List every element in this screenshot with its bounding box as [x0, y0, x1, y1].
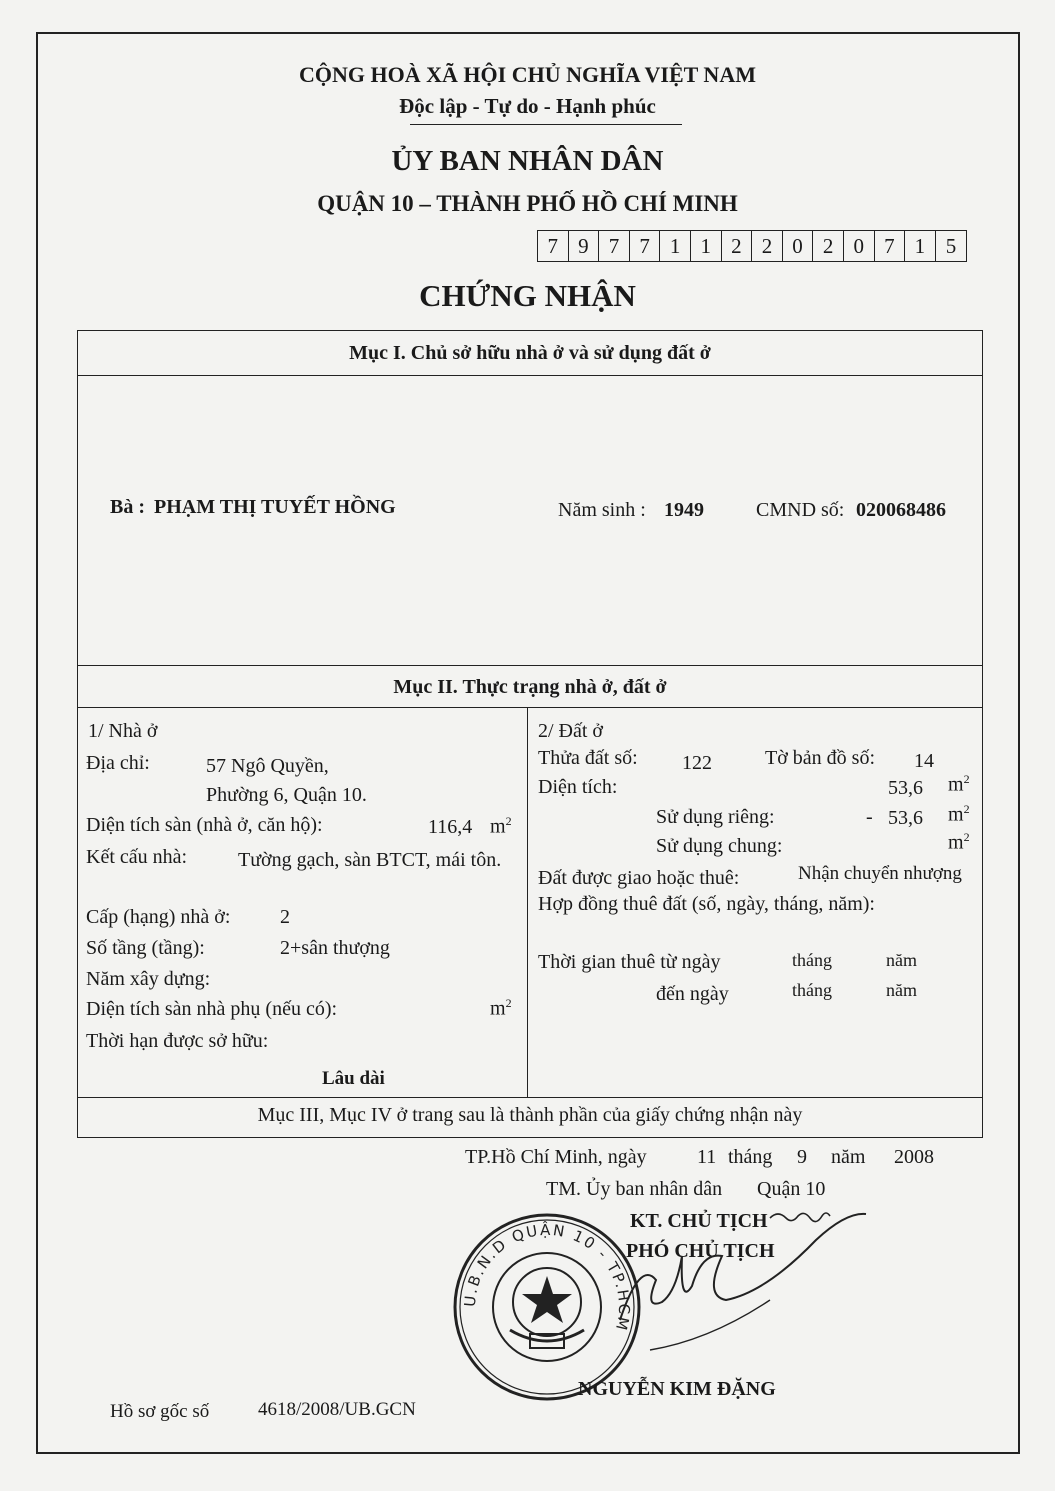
position-title: PHÓ CHỦ TỊCH — [626, 1240, 775, 1262]
section2-title: Mục II. Thực trạng nhà ở, đất ở — [393, 676, 667, 698]
serial-digit: 1 — [905, 231, 936, 261]
year-built-label: Năm xây dựng: — [86, 968, 211, 990]
certificate-title: CHỨNG NHẬN — [419, 278, 636, 313]
lease-to-month-label: tháng — [792, 980, 832, 1000]
signing-month-label: tháng — [728, 1146, 773, 1168]
serial-digit: 0 — [844, 231, 875, 261]
allocation-label: Đất được giao hoặc thuê: — [538, 867, 740, 889]
lease-from-label: Thời gian thuê từ ngày — [538, 951, 721, 973]
floor-area-value: 116,4 — [428, 816, 473, 838]
signing-place: TP.Hồ Chí Minh, ngày — [465, 1146, 647, 1168]
authority-title: ỦY BAN NHÂN DÂN — [391, 145, 664, 177]
signing-year: 2008 — [894, 1146, 934, 1168]
serial-digit: 1 — [660, 231, 691, 261]
divider — [78, 1097, 982, 1098]
signing-month: 9 — [797, 1146, 807, 1168]
grade-value: 2 — [280, 906, 290, 928]
serial-digit: 7 — [630, 231, 661, 261]
serial-number — [537, 230, 967, 262]
floor-area-label: Diện tích sàn (nhà ở, căn hộ): — [86, 814, 323, 836]
file-number: 4618/2008/UB.GCN — [258, 1399, 416, 1420]
serial-digit: 1 — [691, 231, 722, 261]
district-title: QUẬN 10 – THÀNH PHỐ HỒ CHÍ MINH — [317, 191, 738, 216]
map-sheet-label: Tờ bản đồ số: — [765, 747, 876, 769]
common-use-label: Sử dụng chung: — [656, 835, 783, 857]
serial-digit: 2 — [813, 231, 844, 261]
land-heading: 2/ Đất ở — [538, 720, 604, 742]
divider — [78, 375, 982, 376]
lease-to-year-label: năm — [886, 980, 917, 1000]
house-heading: 1/ Nhà ở — [88, 720, 158, 742]
lease-from-year-label: năm — [886, 950, 917, 970]
private-use-dash: - — [866, 806, 873, 828]
serial-digit: 7 — [599, 231, 630, 261]
structure-label: Kết cấu nhà: — [86, 846, 188, 868]
ownership-term-value: Lâu dài — [322, 1068, 385, 1089]
national-motto: Độc lập - Tự do - Hạnh phúc — [399, 94, 656, 118]
owner-name: PHẠM THỊ TUYẾT HỒNG — [154, 496, 396, 518]
serial-digit: 2 — [722, 231, 753, 261]
floors-label: Số tầng (tầng): — [86, 937, 205, 959]
divider — [78, 707, 982, 708]
lease-from-month-label: tháng — [792, 950, 832, 970]
aux-area-unit: $m^2$ — [490, 996, 512, 1020]
lease-contract-label: Hợp đồng thuê đất (số, ngày, tháng, năm): — [538, 893, 875, 915]
section1-title: Mục I. Chủ sở hữu nhà ở và sử dụng đất ở — [349, 342, 711, 364]
area-unit: $m^2$ — [948, 772, 970, 796]
address-label: Địa chỉ: — [86, 752, 150, 774]
common-use-unit: $m^2$ — [948, 830, 970, 854]
private-use-value: 53,6 — [888, 807, 923, 829]
area-value: 53,6 — [888, 777, 923, 799]
id-number: 020068486 — [856, 499, 946, 521]
serial-digit: 7 — [538, 231, 569, 261]
floors-value: 2+sân thượng — [280, 937, 390, 959]
ownership-term-label: Thời hạn được sở hữu: — [86, 1030, 269, 1052]
area-label: Diện tích: — [538, 776, 618, 798]
serial-digit: 0 — [783, 231, 814, 261]
signature-image — [610, 1200, 880, 1360]
country-name: CỘNG HOÀ XÃ HỘI CHỦ NGHĨA VIỆT NAM — [299, 62, 756, 87]
signing-day: 11 — [697, 1146, 717, 1168]
parcel-label: Thửa đất số: — [538, 747, 638, 769]
kt-title: KT. CHỦ TỊCH — [630, 1210, 768, 1232]
divider — [78, 665, 982, 666]
map-sheet-value: 14 — [914, 750, 934, 772]
signer-name: NGUYỄN KIM ĐẶNG — [578, 1378, 776, 1400]
column-divider — [527, 707, 528, 1097]
allocation-value: Nhận chuyển nhượng — [798, 863, 962, 884]
signing-year-label: năm — [831, 1146, 866, 1168]
grade-label: Cấp (hạng) nhà ở: — [86, 906, 231, 928]
aux-area-label: Diện tích sàn nhà phụ (nếu có): — [86, 998, 338, 1020]
structure-value: Tường gạch, sàn BTCT, mái tôn. — [238, 849, 502, 871]
file-label: Hồ sơ gốc số — [110, 1401, 210, 1422]
address-line2: Phường 6, Quận 10. — [206, 784, 367, 806]
address-line1: 57 Ngô Quyền, — [206, 755, 329, 777]
serial-digit: 7 — [875, 231, 906, 261]
on-behalf: TM. Ủy ban nhân dân — [546, 1178, 723, 1200]
parcel-value: 122 — [682, 752, 712, 774]
seal-text: U.B.N.D QUẬN 10 - TP.HCM — [460, 1220, 634, 1334]
motto-underline — [410, 124, 682, 125]
serial-digit: 9 — [569, 231, 600, 261]
birth-year: 1949 — [664, 499, 704, 521]
on-behalf-district: Quận 10 — [757, 1178, 826, 1200]
birth-label: Năm sinh : — [558, 499, 646, 521]
lease-to-label: đến ngày — [656, 983, 729, 1005]
id-label: CMND số: — [756, 499, 845, 521]
serial-digit: 2 — [752, 231, 783, 261]
floor-area-unit: $m^2$ — [490, 814, 512, 838]
private-use-label: Sử dụng riêng: — [656, 806, 775, 828]
serial-digit: 5 — [945, 233, 957, 258]
owner-prefix: Bà : — [110, 496, 145, 518]
private-use-unit: $m^2$ — [948, 802, 970, 826]
section-note: Mục III, Mục IV ở trang sau là thành phần của giấy chứng nhận này — [257, 1104, 803, 1126]
